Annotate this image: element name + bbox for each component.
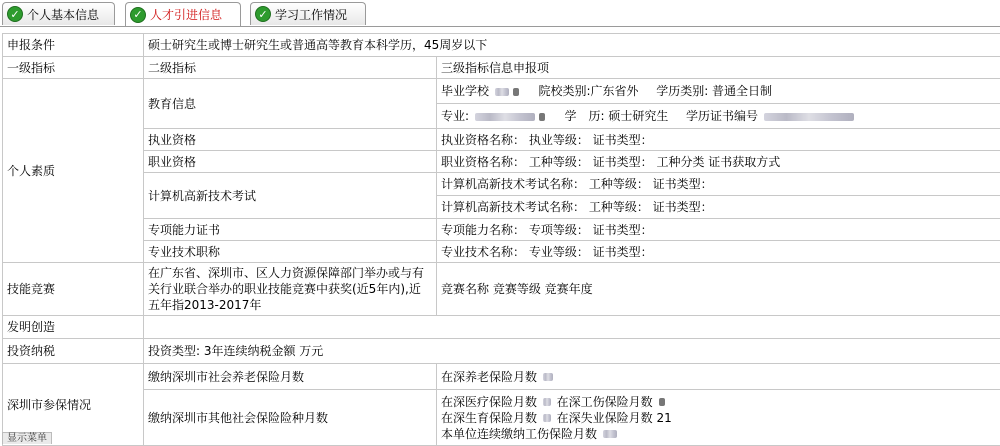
redacted-mark	[764, 113, 854, 121]
tab-bar	[0, 0, 1000, 27]
redacted-mark	[659, 398, 665, 406]
education-school-row	[437, 79, 1000, 104]
edu-school-type: 院校类别:广东省外	[539, 84, 639, 98]
edu-degree: 学 历: 硕士研究生	[565, 109, 669, 123]
skill-competition-label: 技能竞赛	[3, 263, 144, 316]
redacted-mark	[543, 414, 551, 422]
redacted-mark	[603, 430, 617, 438]
education-major-row	[437, 104, 1000, 129]
edu-study-type: 学历类别: 普通全日制	[656, 84, 772, 98]
other-insurance-label: 缴纳深圳市其他社会保险险种月数	[144, 390, 437, 446]
redacted-mark	[543, 373, 553, 381]
header-level3: 三级指标信息申报项	[437, 57, 1000, 79]
apply-condition-value: 硕士研究生或博士研究生或普通高等教育本科学历，45周岁以下	[144, 34, 1000, 57]
tab-label: 个人基本信息	[27, 6, 99, 23]
job-qual-label: 职业资格	[144, 151, 437, 173]
redacted-mark	[495, 88, 509, 96]
computer-exam-detail-2: 计算机高新技术考试名称： 工种等级： 证书类型：	[437, 196, 1000, 219]
redacted-mark	[543, 398, 551, 406]
check-icon: ✓	[255, 6, 271, 22]
medical-months: 在深医疗保险月数	[441, 395, 537, 409]
talent-info-table	[2, 33, 1000, 446]
unemployment-value: 21	[657, 411, 672, 425]
skill-competition-detail: 竞赛名称 竞赛等级 竞赛年度	[437, 263, 1000, 316]
pro-title-label: 专业技术职称	[144, 241, 437, 263]
investment-detail: 投资类型: 3年连续纳税金额 万元	[144, 339, 1000, 364]
practice-qual-detail: 执业资格名称： 执业等级： 证书类型：	[437, 129, 1000, 151]
tab-label: 人才引进信息	[150, 6, 222, 23]
tab-label: 学习工作情况	[275, 6, 347, 23]
pension-months-label: 缴纳深圳市社会养老保险月数	[144, 364, 437, 390]
check-icon: ✓	[7, 6, 23, 22]
other-insurance-detail	[437, 390, 1000, 446]
header-level2: 二级指标	[144, 57, 437, 79]
header-level1: 一级指标	[3, 57, 144, 79]
injury-months: 在深工伤保险月数	[557, 395, 653, 409]
check-icon: ✓	[130, 7, 146, 23]
personal-quality-label: 个人素质	[3, 79, 144, 263]
tab-talent-intro-info[interactable]	[125, 2, 241, 26]
redacted-mark	[513, 88, 519, 96]
edu-major: 专业:	[441, 109, 469, 123]
pension-detail-cell	[437, 364, 1000, 390]
unemployment-months: 在深失业保险月数	[557, 411, 653, 425]
tab-personal-basic-info[interactable]	[2, 2, 115, 25]
practice-qual-label: 执业资格	[144, 129, 437, 151]
show-menu-button[interactable]: 显示菜单	[2, 432, 52, 444]
edu-school: 毕业学校	[441, 84, 489, 98]
apply-condition-label: 申报条件	[3, 34, 144, 57]
edu-cert-no: 学历证书编号	[686, 109, 758, 123]
special-cert-label: 专项能力证书	[144, 219, 437, 241]
sz-insurance-label: 深圳市参保情况	[3, 364, 144, 446]
invention-value	[144, 316, 1000, 339]
redacted-mark	[475, 113, 535, 121]
pension-detail: 在深养老保险月数	[441, 370, 537, 384]
computer-exam-detail-1: 计算机高新技术考试名称： 工种等级： 证书类型：	[437, 173, 1000, 196]
job-qual-detail: 职业资格名称： 工种等级： 证书类型： 工种分类 证书获取方式	[437, 151, 1000, 173]
computer-exam-label: 计算机高新技术考试	[144, 173, 437, 219]
invention-label: 发明创造	[3, 316, 144, 339]
skill-competition-desc: 在广东省、深圳市、区人力资源保障部门举办或与有关行业联合举办的职业技能竞赛中获奖(近5年内),近五年指2013-2017年	[144, 263, 437, 316]
investment-label: 投资纳税	[3, 339, 144, 364]
tab-study-work[interactable]	[250, 2, 366, 25]
unit-injury-months: 本单位连续缴纳工伤保险月数	[441, 427, 597, 441]
pro-title-detail: 专业技术名称： 专业等级： 证书类型：	[437, 241, 1000, 263]
education-label: 教育信息	[144, 79, 437, 129]
redacted-mark	[539, 113, 545, 121]
special-cert-detail: 专项能力名称： 专项等级： 证书类型：	[437, 219, 1000, 241]
maternity-months: 在深生育保险月数	[441, 411, 537, 425]
